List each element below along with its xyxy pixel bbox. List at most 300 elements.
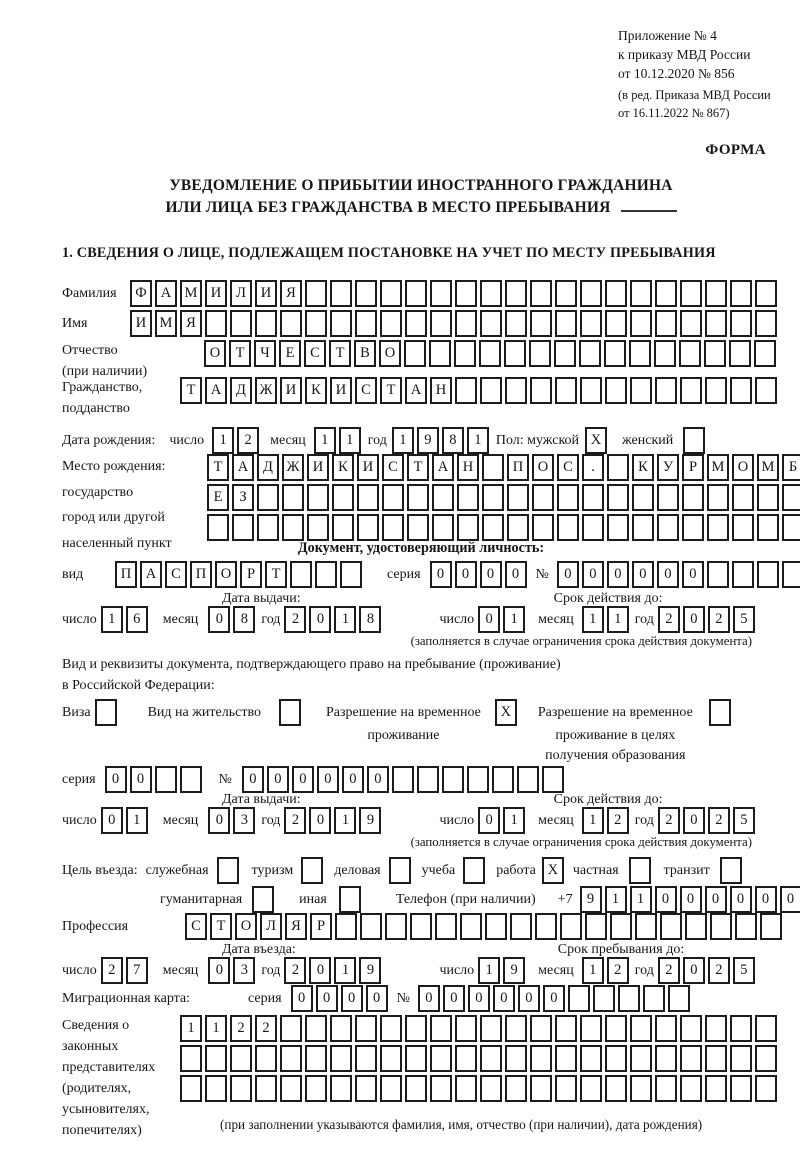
char-box[interactable]: 0 — [478, 807, 500, 834]
char-box[interactable]: 1 — [205, 1015, 227, 1042]
char-box[interactable]: 1 — [334, 606, 356, 633]
char-box[interactable] — [655, 310, 677, 337]
char-box[interactable] — [755, 1075, 777, 1102]
char-box[interactable]: 2 — [101, 957, 123, 984]
char-box[interactable]: П — [115, 561, 137, 588]
char-box[interactable] — [755, 377, 777, 404]
char-box[interactable] — [730, 310, 752, 337]
char-box[interactable]: 2 — [607, 807, 629, 834]
char-box[interactable]: М — [180, 280, 202, 307]
char-box[interactable] — [255, 1045, 277, 1072]
char-box[interactable]: 0 — [478, 606, 500, 633]
char-box[interactable] — [505, 280, 527, 307]
char-box[interactable]: 0 — [342, 766, 364, 793]
char-box[interactable] — [560, 913, 582, 940]
char-box[interactable]: . — [582, 454, 604, 481]
char-box[interactable]: 2 — [607, 957, 629, 984]
char-box[interactable]: Н — [457, 454, 479, 481]
char-box[interactable]: 1 — [605, 886, 627, 913]
char-box[interactable]: 0 — [291, 985, 313, 1012]
char-box[interactable]: 1 — [582, 807, 604, 834]
char-box[interactable]: С — [355, 377, 377, 404]
char-box[interactable] — [580, 1075, 602, 1102]
char-box[interactable]: И — [255, 280, 277, 307]
char-box[interactable] — [580, 280, 602, 307]
char-box[interactable]: 2 — [708, 606, 730, 633]
char-box[interactable] — [180, 1045, 202, 1072]
char-box[interactable] — [757, 561, 779, 588]
char-box[interactable] — [280, 1075, 302, 1102]
char-box[interactable]: М — [155, 310, 177, 337]
char-box[interactable] — [535, 913, 557, 940]
char-box[interactable]: 0 — [208, 606, 230, 633]
char-box[interactable] — [707, 514, 729, 541]
char-box[interactable]: Я — [180, 310, 202, 337]
char-box[interactable] — [457, 484, 479, 511]
char-box[interactable] — [257, 484, 279, 511]
char-box[interactable] — [530, 1015, 552, 1042]
char-box[interactable] — [307, 484, 329, 511]
char-box[interactable]: 0 — [367, 766, 389, 793]
char-box[interactable] — [505, 1015, 527, 1042]
sex-female-checkbox[interactable] — [683, 427, 705, 454]
char-box[interactable] — [355, 1015, 377, 1042]
char-box[interactable] — [230, 310, 252, 337]
char-box[interactable]: 1 — [582, 606, 604, 633]
char-box[interactable]: 0 — [607, 561, 629, 588]
char-box[interactable]: О — [215, 561, 237, 588]
char-box[interactable] — [305, 310, 327, 337]
char-box[interactable] — [755, 310, 777, 337]
char-box[interactable] — [710, 913, 732, 940]
char-box[interactable]: 8 — [359, 606, 381, 633]
char-box[interactable] — [335, 913, 357, 940]
char-box[interactable] — [630, 310, 652, 337]
char-box[interactable]: 2 — [237, 427, 259, 454]
char-box[interactable] — [205, 310, 227, 337]
char-box[interactable] — [455, 1045, 477, 1072]
char-box[interactable]: 0 — [208, 807, 230, 834]
purpose-transit-checkbox[interactable] — [720, 857, 742, 884]
sex-male-checkbox[interactable]: X — [585, 427, 607, 454]
char-box[interactable] — [435, 913, 457, 940]
char-box[interactable]: 1 — [334, 807, 356, 834]
char-box[interactable] — [555, 1075, 577, 1102]
char-box[interactable]: 9 — [359, 957, 381, 984]
char-box[interactable] — [630, 1045, 652, 1072]
purpose-business-checkbox[interactable] — [389, 857, 411, 884]
char-box[interactable]: 0 — [341, 985, 363, 1012]
char-box[interactable] — [630, 1075, 652, 1102]
char-box[interactable] — [605, 310, 627, 337]
char-box[interactable] — [405, 1045, 427, 1072]
char-box[interactable] — [455, 377, 477, 404]
char-box[interactable]: Р — [240, 561, 262, 588]
char-box[interactable]: 1 — [314, 427, 336, 454]
char-box[interactable] — [529, 340, 551, 367]
char-box[interactable]: 2 — [284, 807, 306, 834]
char-box[interactable] — [305, 1015, 327, 1042]
char-box[interactable] — [505, 1075, 527, 1102]
char-box[interactable] — [607, 514, 629, 541]
char-box[interactable] — [230, 1045, 252, 1072]
char-box[interactable]: 0 — [657, 561, 679, 588]
char-box[interactable]: О — [204, 340, 226, 367]
char-box[interactable]: 8 — [233, 606, 255, 633]
char-box[interactable]: 2 — [284, 606, 306, 633]
char-box[interactable] — [554, 340, 576, 367]
char-box[interactable] — [730, 1045, 752, 1072]
char-box[interactable] — [429, 340, 451, 367]
char-box[interactable] — [355, 1045, 377, 1072]
char-box[interactable]: Я — [280, 280, 302, 307]
char-box[interactable] — [332, 484, 354, 511]
char-box[interactable]: 0 — [655, 886, 677, 913]
char-box[interactable] — [729, 340, 751, 367]
char-box[interactable] — [604, 340, 626, 367]
char-box[interactable] — [555, 310, 577, 337]
char-box[interactable]: Т — [207, 454, 229, 481]
char-box[interactable] — [330, 310, 352, 337]
char-box[interactable]: 1 — [392, 427, 414, 454]
char-box[interactable]: 0 — [730, 886, 752, 913]
char-box[interactable] — [360, 913, 382, 940]
char-box[interactable]: 1 — [467, 427, 489, 454]
char-box[interactable]: 1 — [503, 807, 525, 834]
char-box[interactable]: 9 — [359, 807, 381, 834]
char-box[interactable] — [530, 310, 552, 337]
char-box[interactable] — [754, 340, 776, 367]
char-box[interactable] — [405, 1075, 427, 1102]
char-box[interactable] — [504, 340, 526, 367]
char-box[interactable] — [532, 514, 554, 541]
char-box[interactable]: 0 — [493, 985, 515, 1012]
char-box[interactable] — [630, 280, 652, 307]
char-box[interactable]: 9 — [503, 957, 525, 984]
char-box[interactable] — [340, 561, 362, 588]
char-box[interactable] — [505, 1045, 527, 1072]
char-box[interactable] — [207, 514, 229, 541]
char-box[interactable] — [580, 1015, 602, 1042]
char-box[interactable] — [480, 1075, 502, 1102]
char-box[interactable] — [654, 340, 676, 367]
char-box[interactable] — [455, 280, 477, 307]
char-box[interactable]: 0 — [418, 985, 440, 1012]
char-box[interactable] — [505, 310, 527, 337]
char-box[interactable] — [655, 1015, 677, 1042]
char-box[interactable] — [280, 310, 302, 337]
char-box[interactable] — [330, 280, 352, 307]
char-box[interactable] — [407, 514, 429, 541]
char-box[interactable]: 2 — [658, 957, 680, 984]
char-box[interactable]: Т — [329, 340, 351, 367]
char-box[interactable]: 2 — [255, 1015, 277, 1042]
char-box[interactable] — [682, 514, 704, 541]
char-box[interactable] — [632, 484, 654, 511]
char-box[interactable] — [382, 484, 404, 511]
char-box[interactable]: З — [232, 484, 254, 511]
char-box[interactable] — [407, 484, 429, 511]
char-box[interactable]: А — [140, 561, 162, 588]
purpose-tourism-checkbox[interactable] — [301, 857, 323, 884]
char-box[interactable]: 1 — [582, 957, 604, 984]
char-box[interactable]: 2 — [230, 1015, 252, 1042]
char-box[interactable]: 9 — [580, 886, 602, 913]
char-box[interactable] — [505, 377, 527, 404]
char-box[interactable]: И — [280, 377, 302, 404]
char-box[interactable] — [707, 561, 729, 588]
char-box[interactable] — [557, 514, 579, 541]
char-box[interactable]: 7 — [126, 957, 148, 984]
char-box[interactable]: 0 — [455, 561, 477, 588]
char-box[interactable]: Ч — [254, 340, 276, 367]
char-box[interactable]: Д — [230, 377, 252, 404]
char-box[interactable]: И — [307, 454, 329, 481]
char-box[interactable] — [704, 340, 726, 367]
char-box[interactable]: И — [357, 454, 379, 481]
char-box[interactable] — [480, 1045, 502, 1072]
char-box[interactable] — [680, 280, 702, 307]
char-box[interactable]: Е — [279, 340, 301, 367]
char-box[interactable] — [655, 1075, 677, 1102]
char-box[interactable] — [307, 514, 329, 541]
char-box[interactable]: Т — [265, 561, 287, 588]
char-box[interactable]: 0 — [267, 766, 289, 793]
purpose-study-checkbox[interactable] — [463, 857, 485, 884]
char-box[interactable] — [685, 913, 707, 940]
char-box[interactable] — [480, 310, 502, 337]
char-box[interactable]: 1 — [478, 957, 500, 984]
char-box[interactable]: Д — [257, 454, 279, 481]
char-box[interactable]: 0 — [242, 766, 264, 793]
char-box[interactable] — [605, 377, 627, 404]
char-box[interactable] — [618, 985, 640, 1012]
char-box[interactable] — [580, 1045, 602, 1072]
char-box[interactable]: А — [232, 454, 254, 481]
char-box[interactable]: 0 — [101, 807, 123, 834]
char-box[interactable]: 1 — [607, 606, 629, 633]
char-box[interactable] — [593, 985, 615, 1012]
char-box[interactable]: Я — [285, 913, 307, 940]
char-box[interactable] — [430, 280, 452, 307]
char-box[interactable] — [405, 1015, 427, 1042]
char-box[interactable] — [355, 310, 377, 337]
char-box[interactable]: Ж — [282, 454, 304, 481]
purpose-private-checkbox[interactable] — [629, 857, 651, 884]
char-box[interactable]: 2 — [658, 606, 680, 633]
char-box[interactable]: 5 — [733, 957, 755, 984]
char-box[interactable] — [668, 985, 690, 1012]
char-box[interactable]: И — [330, 377, 352, 404]
char-box[interactable] — [730, 280, 752, 307]
char-box[interactable] — [482, 454, 504, 481]
char-box[interactable] — [205, 1045, 227, 1072]
char-box[interactable] — [680, 1075, 702, 1102]
char-box[interactable]: Т — [229, 340, 251, 367]
char-box[interactable] — [530, 1075, 552, 1102]
char-box[interactable]: С — [165, 561, 187, 588]
char-box[interactable] — [630, 377, 652, 404]
char-box[interactable]: 0 — [366, 985, 388, 1012]
char-box[interactable] — [755, 1045, 777, 1072]
char-box[interactable]: 8 — [442, 427, 464, 454]
char-box[interactable]: 0 — [683, 606, 705, 633]
char-box[interactable]: 5 — [733, 807, 755, 834]
char-box[interactable] — [585, 913, 607, 940]
char-box[interactable] — [732, 561, 754, 588]
char-box[interactable]: Т — [380, 377, 402, 404]
char-box[interactable] — [555, 1045, 577, 1072]
char-box[interactable] — [705, 1075, 727, 1102]
char-box[interactable] — [582, 484, 604, 511]
char-box[interactable] — [605, 1045, 627, 1072]
char-box[interactable]: 0 — [309, 957, 331, 984]
char-box[interactable]: 1 — [126, 807, 148, 834]
char-box[interactable]: 0 — [557, 561, 579, 588]
char-box[interactable]: С — [304, 340, 326, 367]
purpose-official-checkbox[interactable] — [217, 857, 239, 884]
char-box[interactable]: 0 — [680, 886, 702, 913]
char-box[interactable] — [629, 340, 651, 367]
char-box[interactable] — [482, 514, 504, 541]
char-box[interactable] — [680, 1045, 702, 1072]
char-box[interactable]: 1 — [339, 427, 361, 454]
char-box[interactable]: Н — [430, 377, 452, 404]
char-box[interactable]: И — [205, 280, 227, 307]
char-box[interactable] — [454, 340, 476, 367]
char-box[interactable]: 0 — [130, 766, 152, 793]
char-box[interactable]: А — [205, 377, 227, 404]
char-box[interactable] — [782, 514, 800, 541]
char-box[interactable]: 2 — [708, 807, 730, 834]
char-box[interactable]: Т — [180, 377, 202, 404]
char-box[interactable] — [380, 1015, 402, 1042]
char-box[interactable]: 1 — [630, 886, 652, 913]
char-box[interactable] — [760, 913, 782, 940]
char-box[interactable]: 1 — [101, 606, 123, 633]
char-box[interactable]: Ж — [255, 377, 277, 404]
char-box[interactable] — [282, 484, 304, 511]
purpose-other-checkbox[interactable] — [339, 886, 361, 913]
char-box[interactable]: 0 — [317, 766, 339, 793]
purpose-work-checkbox[interactable]: X — [542, 857, 564, 884]
char-box[interactable] — [580, 377, 602, 404]
char-box[interactable]: С — [382, 454, 404, 481]
char-box[interactable] — [755, 280, 777, 307]
char-box[interactable]: Б — [782, 454, 800, 481]
char-box[interactable] — [660, 913, 682, 940]
char-box[interactable] — [607, 484, 629, 511]
char-box[interactable] — [782, 484, 800, 511]
char-box[interactable] — [682, 484, 704, 511]
char-box[interactable] — [405, 310, 427, 337]
char-box[interactable] — [530, 377, 552, 404]
char-box[interactable]: 0 — [705, 886, 727, 913]
char-box[interactable] — [542, 766, 564, 793]
char-box[interactable]: 3 — [233, 807, 255, 834]
char-box[interactable]: 0 — [683, 957, 705, 984]
temp-permit-checkbox[interactable]: X — [495, 699, 517, 726]
char-box[interactable] — [432, 514, 454, 541]
char-box[interactable] — [655, 377, 677, 404]
char-box[interactable]: М — [707, 454, 729, 481]
char-box[interactable] — [705, 310, 727, 337]
char-box[interactable]: 0 — [543, 985, 565, 1012]
char-box[interactable]: 0 — [105, 766, 127, 793]
char-box[interactable]: 0 — [208, 957, 230, 984]
char-box[interactable] — [330, 1045, 352, 1072]
char-box[interactable] — [705, 377, 727, 404]
char-box[interactable] — [385, 913, 407, 940]
char-box[interactable]: А — [405, 377, 427, 404]
char-box[interactable] — [380, 1075, 402, 1102]
char-box[interactable] — [417, 766, 439, 793]
char-box[interactable]: Т — [210, 913, 232, 940]
char-box[interactable] — [305, 1075, 327, 1102]
char-box[interactable] — [679, 340, 701, 367]
char-box[interactable]: 1 — [503, 606, 525, 633]
char-box[interactable]: У — [657, 454, 679, 481]
char-box[interactable] — [430, 1015, 452, 1042]
char-box[interactable] — [730, 377, 752, 404]
char-box[interactable] — [455, 1075, 477, 1102]
char-box[interactable] — [380, 280, 402, 307]
char-box[interactable] — [330, 1015, 352, 1042]
char-box[interactable] — [467, 766, 489, 793]
char-box[interactable] — [280, 1015, 302, 1042]
char-box[interactable] — [632, 514, 654, 541]
char-box[interactable] — [705, 280, 727, 307]
char-box[interactable] — [455, 1015, 477, 1042]
char-box[interactable]: 0 — [755, 886, 777, 913]
char-box[interactable]: 0 — [683, 807, 705, 834]
char-box[interactable]: 0 — [480, 561, 502, 588]
char-box[interactable]: Ф — [130, 280, 152, 307]
char-box[interactable] — [680, 1015, 702, 1042]
char-box[interactable] — [232, 514, 254, 541]
char-box[interactable]: 6 — [126, 606, 148, 633]
char-box[interactable]: 0 — [518, 985, 540, 1012]
purpose-humanitarian-checkbox[interactable] — [252, 886, 274, 913]
char-box[interactable]: 0 — [316, 985, 338, 1012]
char-box[interactable]: 2 — [284, 957, 306, 984]
visa-checkbox[interactable] — [95, 699, 117, 726]
char-box[interactable] — [485, 913, 507, 940]
char-box[interactable] — [455, 310, 477, 337]
char-box[interactable] — [655, 280, 677, 307]
char-box[interactable]: 0 — [443, 985, 465, 1012]
char-box[interactable] — [579, 340, 601, 367]
char-box[interactable] — [507, 514, 529, 541]
char-box[interactable]: Л — [230, 280, 252, 307]
char-box[interactable]: 0 — [682, 561, 704, 588]
char-box[interactable] — [479, 340, 501, 367]
char-box[interactable] — [305, 280, 327, 307]
char-box[interactable] — [655, 1045, 677, 1072]
char-box[interactable]: 2 — [708, 957, 730, 984]
char-box[interactable] — [180, 1075, 202, 1102]
char-box[interactable] — [315, 561, 337, 588]
char-box[interactable] — [530, 1045, 552, 1072]
char-box[interactable]: К — [632, 454, 654, 481]
edu-permit-checkbox[interactable] — [709, 699, 731, 726]
char-box[interactable] — [404, 340, 426, 367]
char-box[interactable] — [357, 514, 379, 541]
char-box[interactable]: О — [732, 454, 754, 481]
char-box[interactable]: 2 — [658, 807, 680, 834]
char-box[interactable] — [305, 1045, 327, 1072]
char-box[interactable]: 9 — [417, 427, 439, 454]
